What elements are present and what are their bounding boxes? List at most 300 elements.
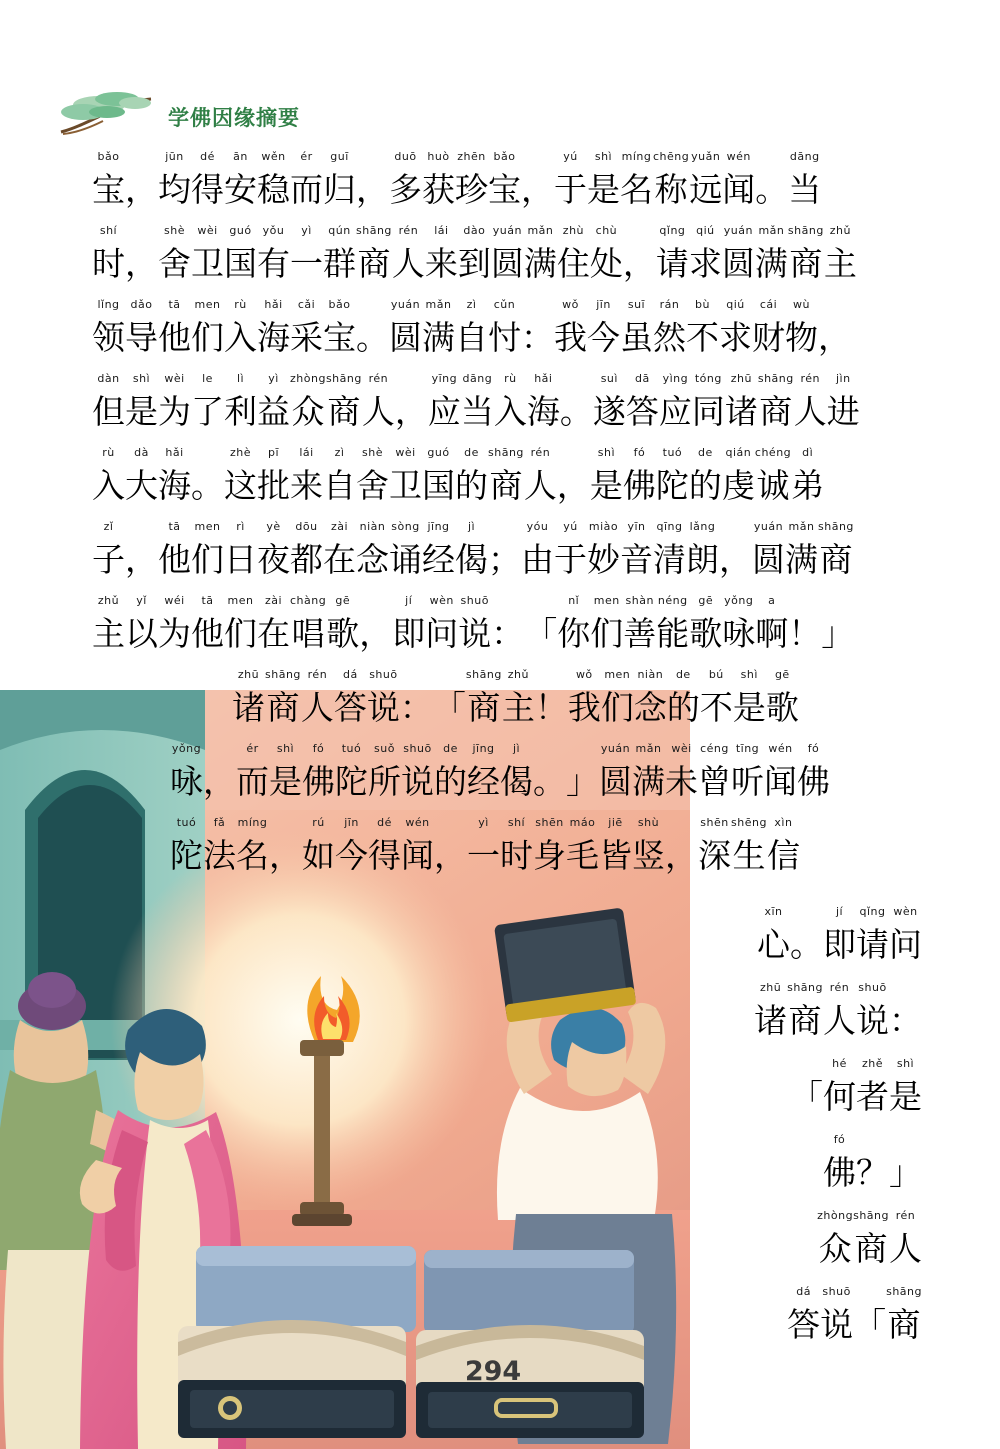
- pinyin-annotation: dāng: [789, 150, 820, 163]
- text-cell: [722, 446, 755, 520]
- pinyin-annotation: hé: [832, 1057, 847, 1070]
- text-cell: [428, 372, 461, 446]
- text-cell: [667, 668, 700, 742]
- text-cell: [125, 224, 158, 298]
- pinyin-annotation: shuō: [858, 981, 887, 994]
- text-cell: [889, 905, 922, 979]
- pinyin-annotation: de: [443, 742, 458, 755]
- hanzi-character: 应: [427, 392, 461, 431]
- page-header: [55, 88, 475, 148]
- text-cell: [269, 742, 302, 816]
- text-cell: [257, 298, 290, 372]
- pinyin-annotation: miào: [588, 520, 619, 533]
- text-cell: [224, 224, 257, 298]
- pinyin-annotation: jūn: [165, 150, 184, 163]
- hanzi-character: 导: [125, 318, 158, 357]
- hanzi-character: 获: [422, 170, 455, 209]
- text-cell: [290, 372, 326, 446]
- pinyin-annotation: dì: [802, 446, 814, 459]
- text-cell: [488, 298, 521, 372]
- hanzi-character: 众: [818, 1229, 852, 1268]
- pinyin-annotation: [203, 742, 236, 758]
- pinyin-annotation: shuō: [403, 742, 432, 755]
- hanzi-character: 。: [755, 170, 789, 209]
- pinyin-annotation: lǐng: [97, 298, 120, 311]
- pinyin-annotation: wén: [768, 742, 793, 755]
- pinyin-annotation: chéng: [754, 446, 792, 459]
- pinyin-annotation: zhù: [562, 224, 585, 237]
- text-cell: [886, 1285, 922, 1359]
- text-cell: [92, 298, 125, 372]
- hanzi-character: 。: [356, 318, 389, 357]
- hanzi-character: 宝: [323, 318, 356, 357]
- pinyin-annotation: shè: [362, 446, 383, 459]
- pinyin-annotation: mǎn: [758, 224, 785, 237]
- text-cell: [524, 594, 557, 668]
- text-cell: [554, 298, 587, 372]
- text-cell: [389, 298, 422, 372]
- text-cell: [590, 224, 623, 298]
- pinyin-annotation: [889, 1133, 922, 1149]
- text-cell: [889, 1057, 922, 1131]
- text-cell: [698, 816, 731, 890]
- pinyin-annotation: qǐng: [659, 224, 686, 237]
- hanzi-character: ：: [521, 318, 554, 357]
- pinyin-annotation: [125, 520, 158, 536]
- hanzi-character: 们: [600, 688, 634, 727]
- text-cell: [557, 594, 590, 668]
- hanzi-character: 」: [821, 614, 855, 653]
- text-cell: [557, 446, 590, 520]
- text-cell: [797, 742, 830, 816]
- pinyin-annotation: míng: [237, 816, 268, 829]
- hanzi-character: 念: [356, 540, 389, 579]
- text-cell: [757, 905, 790, 979]
- hanzi-character: 诚: [756, 466, 790, 505]
- text-cell: [788, 594, 821, 668]
- text-cell: [323, 298, 356, 372]
- pinyin-annotation: dā: [634, 372, 650, 385]
- text-cell: [92, 372, 125, 446]
- pinyin-annotation: dé: [377, 816, 392, 829]
- text-cell: [290, 224, 323, 298]
- text-cell: [767, 816, 800, 890]
- text-cell: [401, 816, 434, 890]
- text-cell: [889, 1133, 922, 1207]
- hanzi-character: 满: [754, 244, 788, 283]
- pinyin-annotation: rén: [307, 668, 328, 681]
- hanzi-character: 闻: [764, 762, 797, 801]
- pinyin-annotation: qīng: [656, 520, 683, 533]
- text-cell: [170, 816, 203, 890]
- pinyin-annotation: suī: [627, 298, 646, 311]
- text-cell: [434, 742, 467, 816]
- hanzi-character: 而: [290, 170, 323, 209]
- text-cell: [853, 1209, 889, 1283]
- pinyin-annotation: qiú: [696, 224, 715, 237]
- pinyin-annotation: bǎo: [97, 150, 120, 163]
- text-cell: [719, 520, 752, 594]
- text-cell: [92, 594, 125, 668]
- hanzi-character: 得: [191, 170, 224, 209]
- hanzi-character: ，: [203, 762, 236, 801]
- pinyin-annotation: lì: [236, 372, 245, 385]
- hanzi-character: 佛: [302, 762, 335, 801]
- hanzi-character: 说: [401, 762, 434, 801]
- pinyin-annotation: [719, 520, 752, 536]
- hanzi-character: 国: [422, 466, 455, 505]
- text-cell: [500, 742, 533, 816]
- pinyin-annotation: yǒu: [262, 224, 285, 237]
- hanzi-character: 闻: [401, 836, 434, 875]
- text-cell: [500, 816, 533, 890]
- hanzi-character: 说: [856, 1001, 889, 1040]
- text-cell: [791, 446, 824, 520]
- pinyin-annotation: suǒ: [374, 742, 395, 755]
- text-cell: [527, 372, 560, 446]
- pinyin-annotation: yuán: [492, 224, 522, 237]
- pinyin-annotation: wǒ: [575, 668, 593, 681]
- hanzi-character: ，: [359, 614, 393, 653]
- pinyin-annotation: [566, 742, 599, 758]
- text-cell: [224, 150, 257, 224]
- pinyin-annotation: shàn: [625, 594, 654, 607]
- hanzi-character: ，: [125, 540, 158, 579]
- hanzi-character: 的: [455, 466, 488, 505]
- hanzi-character: 咏: [170, 762, 203, 801]
- pinyin-annotation: hǎi: [165, 446, 184, 459]
- hanzi-character: 商: [489, 466, 523, 505]
- pinyin-annotation: zhòng: [290, 372, 326, 385]
- pinyin-annotation: [755, 150, 788, 166]
- hanzi-character: 宝: [488, 170, 521, 209]
- text-cell: [92, 224, 125, 298]
- hanzi-character: 圆: [490, 244, 524, 283]
- pinyin-annotation: chàng: [290, 594, 327, 607]
- text-cell: [455, 446, 488, 520]
- text-cell: [752, 298, 785, 372]
- pinyin-annotation: yè: [266, 520, 281, 533]
- hanzi-character: 「: [790, 1077, 823, 1116]
- pinyin-annotation: yuǎn: [691, 150, 721, 163]
- text-cell: [521, 150, 554, 224]
- pinyin-annotation: [491, 594, 524, 610]
- hanzi-character: 陀: [170, 836, 203, 875]
- pinyin-annotation: [356, 298, 389, 314]
- hanzi-character: 偈: [500, 762, 533, 801]
- pinyin-annotation: rén: [895, 1209, 916, 1222]
- hanzi-character: 心: [757, 925, 790, 964]
- pinyin-annotation: [395, 372, 428, 388]
- hanzi-character: 者: [856, 1077, 889, 1116]
- text-cell: [524, 446, 557, 520]
- pinyin-annotation: yǒng: [171, 742, 202, 755]
- text-cell: [362, 372, 395, 446]
- hanzi-character: 圆: [721, 244, 755, 283]
- hanzi-character: 财: [752, 318, 785, 357]
- hanzi-character: 能: [656, 614, 690, 653]
- hanzi-character: 朗: [686, 540, 719, 579]
- pinyin-annotation: shāng: [325, 372, 362, 385]
- hanzi-character: 偈: [455, 540, 488, 579]
- text-cell: [491, 594, 524, 668]
- hanzi-character: 由: [521, 540, 554, 579]
- pinyin-annotation: zhū: [237, 668, 260, 681]
- hanzi-character: 不: [699, 688, 733, 727]
- text-cell: [191, 224, 224, 298]
- hanzi-character: 子: [92, 540, 125, 579]
- hanzi-character: 佛: [823, 1153, 856, 1192]
- pinyin-annotation: jìn: [835, 372, 851, 385]
- pinyin-annotation: [191, 446, 224, 462]
- pinyin-annotation: yì: [268, 372, 279, 385]
- text-cell: [232, 668, 265, 742]
- hanzi-character: 应: [658, 392, 692, 431]
- pinyin-annotation: yuán: [723, 224, 753, 237]
- hanzi-character: 问: [889, 925, 922, 964]
- hanzi-character: 国: [224, 244, 257, 283]
- text-cell: [203, 742, 236, 816]
- pinyin-annotation: shí: [99, 224, 118, 237]
- pinyin-annotation: chù: [595, 224, 618, 237]
- hanzi-character: 人: [889, 1229, 922, 1268]
- text-line: [92, 224, 922, 298]
- pinyin-annotation: [125, 224, 158, 240]
- text-cell: [856, 1133, 889, 1207]
- pinyin-annotation: suì: [600, 372, 618, 385]
- hanzi-character: 深: [698, 836, 731, 875]
- pinyin-annotation: tuó: [662, 446, 683, 459]
- text-cell: [623, 446, 656, 520]
- hanzi-character: 的: [688, 466, 722, 505]
- pinyin-annotation: rù: [504, 372, 517, 385]
- hanzi-character: 。: [191, 466, 224, 505]
- hanzi-character: 们: [590, 614, 624, 653]
- text-cell: [170, 742, 203, 816]
- hanzi-character: ，: [665, 836, 698, 875]
- hanzi-character: 商: [789, 244, 823, 283]
- text-cell: [301, 668, 334, 742]
- text-line: [92, 372, 922, 446]
- pinyin-annotation: fó: [833, 1133, 846, 1146]
- text-cell: [856, 1057, 889, 1131]
- text-cell: [752, 520, 785, 594]
- pinyin-annotation: wèn: [893, 905, 918, 918]
- text-cell: [731, 742, 764, 816]
- hanzi-character: 咏: [722, 614, 756, 653]
- hanzi-character: 来: [290, 466, 323, 505]
- text-cell: [587, 150, 620, 224]
- pinyin-annotation: máo: [569, 816, 596, 829]
- pinyin-annotation: zhè: [229, 446, 251, 459]
- pinyin-annotation: [356, 150, 389, 166]
- text-cell: [466, 668, 502, 742]
- text-cell: [656, 594, 689, 668]
- hanzi-character: 远: [689, 170, 723, 209]
- text-cell: [823, 981, 856, 1055]
- hanzi-character: 皆: [599, 836, 632, 875]
- text-cell: [521, 520, 554, 594]
- pinyin-annotation: zhǔ: [829, 224, 851, 237]
- hanzi-character: 众: [291, 392, 325, 431]
- hanzi-character: 进: [826, 392, 860, 431]
- text-cell: [257, 594, 290, 668]
- text-cell: [236, 816, 269, 890]
- hanzi-character: 未: [665, 762, 698, 801]
- pinyin-annotation: [269, 816, 302, 832]
- pinyin-annotation: [125, 150, 158, 166]
- text-cell: [326, 372, 362, 446]
- hanzi-character: 都: [290, 540, 323, 579]
- hanzi-character: 所: [368, 762, 401, 801]
- text-cell: [125, 150, 158, 224]
- pinyin-annotation: jīng: [427, 520, 450, 533]
- pinyin-annotation: néng: [657, 594, 688, 607]
- pinyin-annotation: dǎo: [130, 298, 153, 311]
- text-cell: [191, 150, 224, 224]
- text-cell: [191, 594, 224, 668]
- pinyin-annotation: qiú: [726, 298, 745, 311]
- hanzi-character: 入: [493, 392, 527, 431]
- pinyin-annotation: míng: [621, 150, 652, 163]
- pinyin-annotation: gē: [774, 668, 790, 681]
- hanzi-character: 问: [425, 614, 459, 653]
- hanzi-character: 答: [333, 688, 367, 727]
- hanzi-character: 人: [823, 1001, 856, 1040]
- pinyin-annotation: [521, 150, 554, 166]
- pinyin-annotation: dōu: [295, 520, 318, 533]
- hanzi-character: 如: [302, 836, 335, 875]
- hanzi-character: 答: [787, 1305, 821, 1344]
- hanzi-character: 念: [633, 688, 667, 727]
- pinyin-annotation: jì: [467, 520, 476, 533]
- hanzi-character: ，: [434, 836, 467, 875]
- hanzi-character: 入: [224, 318, 257, 357]
- text-cell: [821, 594, 854, 668]
- hanzi-character: 求: [688, 244, 722, 283]
- hanzi-character: 「: [524, 614, 558, 653]
- text-cell: [425, 594, 458, 668]
- text-cell: [203, 816, 236, 890]
- hanzi-character: ，: [356, 170, 389, 209]
- hanzi-character: 满: [785, 540, 818, 579]
- text-cell: [434, 816, 467, 890]
- hanzi-character: 为: [158, 392, 191, 431]
- pinyin-annotation: ān: [233, 150, 248, 163]
- text-cell: [587, 520, 620, 594]
- text-cell: [458, 224, 491, 298]
- hanzi-character: 陀: [335, 762, 368, 801]
- text-cell: [290, 150, 323, 224]
- text-cell: [790, 905, 823, 979]
- pinyin-annotation: cǔn: [493, 298, 516, 311]
- text-cell: [455, 520, 488, 594]
- hanzi-character: 主: [501, 688, 535, 727]
- text-cell: [823, 1057, 856, 1131]
- pinyin-annotation: zhū: [759, 981, 782, 994]
- text-cell: [302, 816, 335, 890]
- pinyin-annotation: mǎn: [425, 298, 452, 311]
- hanzi-character: 他: [158, 540, 191, 579]
- hanzi-character: 即: [823, 925, 856, 964]
- pinyin-annotation: [521, 298, 554, 314]
- text-cell: [755, 150, 788, 224]
- text-cell: [191, 520, 224, 594]
- pinyin-annotation: yìng: [662, 372, 689, 385]
- text-cell: [818, 298, 851, 372]
- hanzi-character: 今: [335, 836, 368, 875]
- hanzi-character: 是: [269, 762, 302, 801]
- text-cell: [158, 446, 191, 520]
- text-cell: [722, 150, 755, 224]
- text-cell: [686, 298, 719, 372]
- text-cell: [620, 298, 653, 372]
- hanzi-character: 商: [788, 1001, 822, 1040]
- hanzi-character: 名: [236, 836, 269, 875]
- text-cell: [323, 224, 356, 298]
- text-cell: [823, 905, 856, 979]
- text-cell: [125, 446, 158, 520]
- hanzi-character: 们: [191, 318, 224, 357]
- text-cell: [92, 150, 125, 224]
- text-cell: [700, 668, 733, 742]
- hanzi-character: ！: [788, 614, 822, 653]
- pinyin-annotation: zhǔ: [97, 594, 120, 607]
- text-cell: [785, 298, 818, 372]
- text-cell: [566, 816, 599, 890]
- text-cell: [626, 372, 659, 446]
- hanzi-character: 曾: [698, 762, 731, 801]
- pinyin-annotation: shāng: [886, 1285, 922, 1298]
- text-cell: [754, 981, 787, 1055]
- pinyin-annotation: guó: [229, 224, 252, 237]
- hanzi-character: 竖: [632, 836, 665, 875]
- pinyin-annotation: zhū: [730, 372, 752, 385]
- hanzi-character: 是: [732, 688, 766, 727]
- text-cell: [689, 446, 722, 520]
- text-cell: [236, 742, 269, 816]
- hanzi-character: 当: [460, 392, 494, 431]
- hanzi-character: 们: [224, 614, 257, 653]
- pinyin-annotation: rén: [829, 981, 850, 994]
- hanzi-character: 而: [236, 762, 269, 801]
- pinyin-annotation: shāng: [757, 372, 794, 385]
- text-cell: [290, 594, 326, 668]
- hanzi-character: 当: [788, 170, 822, 209]
- pinyin-annotation: rén: [368, 372, 389, 385]
- text-cell: [689, 150, 722, 224]
- pinyin-annotation: shì: [132, 372, 151, 385]
- text-cell: [158, 594, 191, 668]
- text-cell: [686, 520, 719, 594]
- hanzi-character: 同: [691, 392, 725, 431]
- hanzi-character: 在: [323, 540, 356, 579]
- pinyin-annotation: shāng: [465, 668, 502, 681]
- text-cell: [533, 742, 566, 816]
- text-cell: [817, 1209, 853, 1283]
- pinyin-annotation: yú: [563, 520, 578, 533]
- text-line: [692, 1209, 922, 1285]
- text-cell: [653, 520, 686, 594]
- pinyin-annotation: bǎo: [493, 150, 516, 163]
- pinyin-annotation: fó: [633, 446, 646, 459]
- text-cell: [265, 668, 301, 742]
- text-cell: [620, 150, 653, 224]
- book-title: 学佛因缘摘要: [168, 106, 300, 130]
- hanzi-character: 我: [554, 318, 587, 357]
- text-cell: [524, 224, 557, 298]
- pinyin-annotation: rén: [398, 224, 419, 237]
